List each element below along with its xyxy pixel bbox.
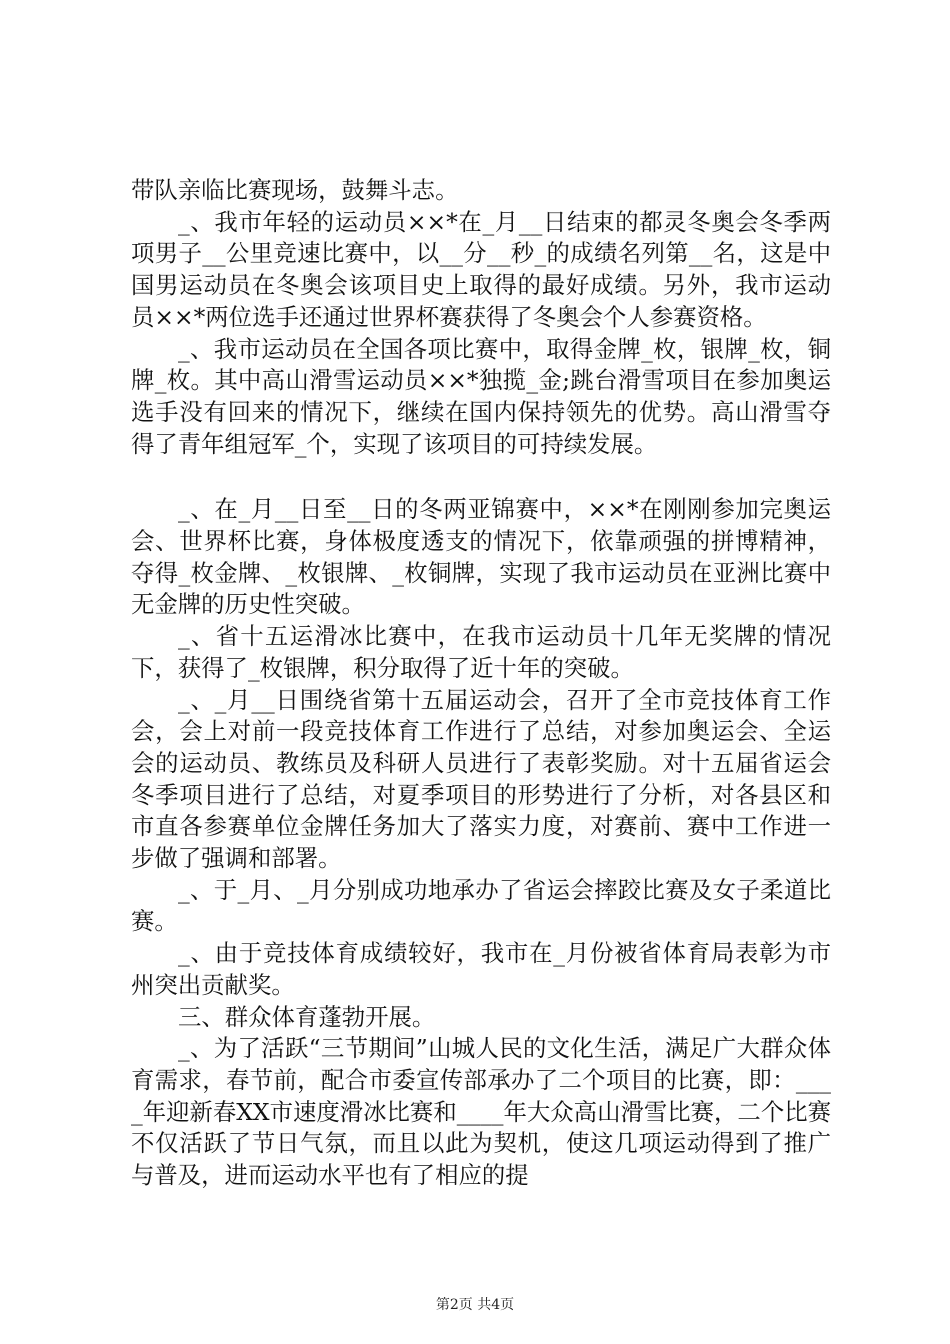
paragraph-asian-championships: _、在_月__日至__日的冬两亚锦赛中，××*在刚刚参加完奥运会、世界杯比赛，身体极度透支的情况下，依靠顽强的拼博精神，夺得_枚金牌、_枚银牌、_枚铜牌，实现了我市运动员在亚洲比赛中无金牌的历史性突破。 (131, 495, 831, 619)
paragraph-provincial-skating: _、省十五运滑冰比赛中，在我市运动员十几年无奖牌的情况下，获得了_枚银牌，积分取得了近十年的突破。 (131, 622, 831, 682)
section-heading-mass-sports: 三、群众体育蓬勃开展。 (178, 1002, 436, 1031)
paragraph-continuation: 带队亲临比赛现场，鼓舞斗志。 (131, 176, 459, 204)
page-number-footer: 第2页 共4页 (435, 1297, 515, 1313)
paragraph-festival-events: _、为了活跃“三节期间”山城人民的文化生活，满足广大群众体育需求，春节前，配合市委宣传部承办了二个项目的比赛，即：____年迎新春XX市速度滑冰比赛和____年大众高山滑雪比赛，二个比赛不仅活跃了节日气氛，而且以此为契机，使这几项运动得到了推广与普及，进而运动水平也有了相应的提 (131, 1034, 831, 1190)
paragraph-winter-olympics: _、我市年轻的运动员××*在_月__日结束的都灵冬奥会冬季两项男子__公里竞速比赛中，以__分__秒_的成绩名列第__名，这是中国男运动员在冬奥会该项目史上取得的最好成绩。另外，我市运动员××*两位选手还通过世界杯赛获得了冬奥会个人参赛资格。 (131, 207, 831, 331)
paragraph-national-medals: _、我市运动员在全国各项比赛中，取得金牌_枚，银牌_枚，铜牌_枚。其中高山滑雪运动员××*独揽_金;跳台滑雪项目在参加奥运选手没有回来的情况下，继续在国内保持领先的优势。高山滑雪夺得了青年组冠军_个，实现了该项目的可持续发展。 (131, 334, 831, 458)
document-body (131, 175, 831, 1192)
paragraph-hosted-competitions: _、于_月、_月分别成功地承办了省运会摔跤比赛及女子柔道比赛。 (131, 875, 831, 936)
paragraph-sports-work-meeting: _、_月__日围绕省第十五届运动会，召开了全市竞技体育工作会，会上对前一段竞技体育工作进行了总结，对参加奥运会、全运会的运动员、教练员及科研人员进行了表彰奖励。对十五届省运会冬季项目进行了总结，对夏季项目的形势进行了分析，对各县区和市直各参赛单位金牌任务加大了落实力度，对赛前、赛中工作进一步做了强调和部署。 (131, 685, 831, 873)
paragraph-commendation: _、由于竞技体育成绩较好，我市在_月份被省体育局表彰为市州突出贡献奖。 (131, 939, 831, 999)
